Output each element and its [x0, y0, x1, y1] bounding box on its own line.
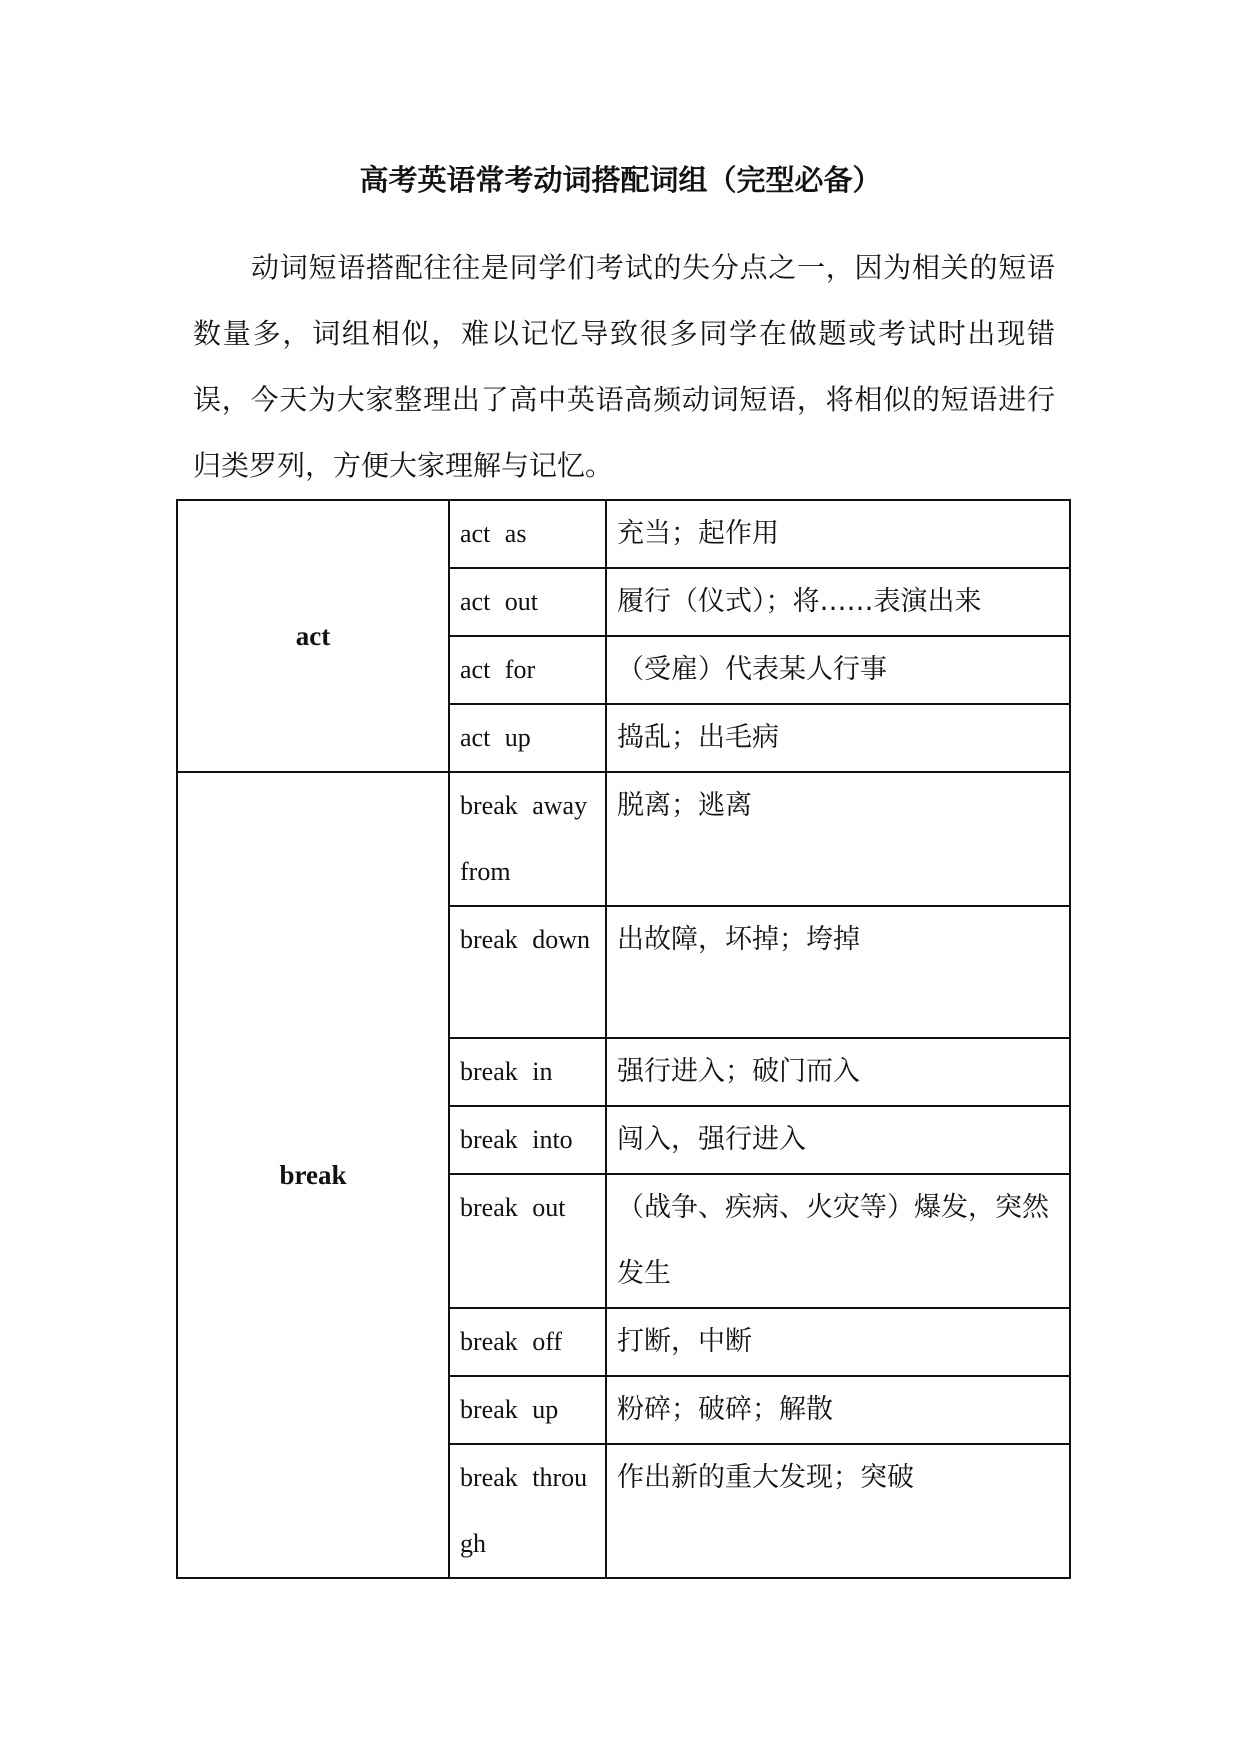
phrase-cell: break away from — [449, 772, 606, 906]
phrase-cell: act as — [449, 500, 606, 568]
phrase-cell: break into — [449, 1106, 606, 1174]
phrase-cell: break in — [449, 1038, 606, 1106]
meaning-cell: 打断，中断 — [606, 1308, 1070, 1376]
meaning-cell: 履行（仪式）；将……表演出来 — [606, 568, 1070, 636]
phrase-cell: act for — [449, 636, 606, 704]
phrase-cell: act out — [449, 568, 606, 636]
meaning-cell: 粉碎；破碎；解散 — [606, 1376, 1070, 1444]
phrase-cell: break through — [449, 1444, 606, 1578]
table-row — [177, 772, 1070, 906]
phrase-cell: break out — [449, 1174, 606, 1308]
document-title: 高考英语常考动词搭配词组（完型必备） — [359, 163, 882, 197]
meaning-cell: 脱离；逃离 — [606, 772, 1070, 906]
phrase-table — [176, 499, 1071, 1579]
intro-paragraph: 动词短语搭配往往是同学们考试的失分点之一，因为相关的短语数量多，词组相似，难以记忆导致很多同学在做题或考试时出现错误，今天为大家整理出了高中英语高频动词短语，将相似的短语进行归类罗列，方便大家理解与记忆。 — [193, 251, 1055, 482]
headword-cell: break — [177, 772, 449, 1578]
meaning-cell: （战争、疾病、火灾等）爆发，突然发生 — [606, 1174, 1070, 1308]
meaning-cell: 闯入，强行进入 — [606, 1106, 1070, 1174]
meaning-cell: （受雇）代表某人行事 — [606, 636, 1070, 704]
phrase-cell: break up — [449, 1376, 606, 1444]
table-row — [177, 500, 1070, 568]
phrase-cell: act up — [449, 704, 606, 772]
meaning-cell: 捣乱；出毛病 — [606, 704, 1070, 772]
phrase-cell: break down — [449, 906, 606, 1038]
meaning-cell: 出故障，坏掉；垮掉 — [606, 906, 1070, 1038]
meaning-cell: 充当；起作用 — [606, 500, 1070, 568]
meaning-cell: 作出新的重大发现；突破 — [606, 1444, 1070, 1578]
meaning-cell: 强行进入；破门而入 — [606, 1038, 1070, 1106]
headword-cell: act — [177, 500, 449, 772]
phrase-cell: break off — [449, 1308, 606, 1376]
